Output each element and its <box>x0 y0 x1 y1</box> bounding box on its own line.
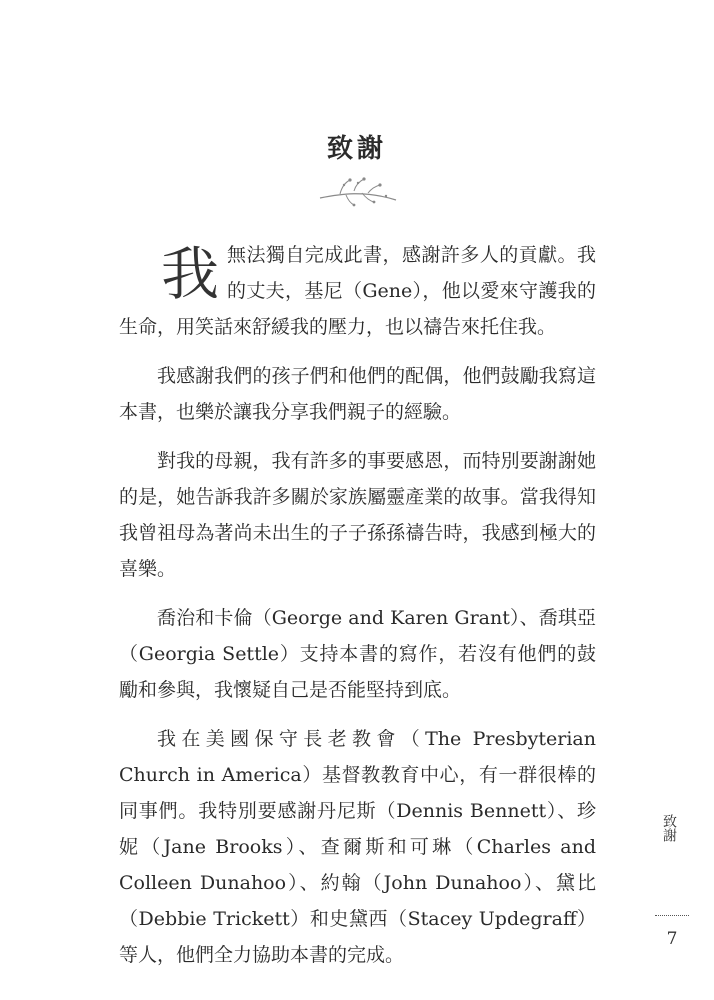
page-number: 7 <box>666 929 678 949</box>
paragraph-5: 我在美國保守長老教會（The Presbyterian Church in America）基督教教育中心，有一群很棒的同事們。我特別要感謝丹尼斯（Dennis Bennett）、珍妮（Jane Brooks）、查爾斯和可琳（Charles and Colleen Dunahoo）、約翰（John Dunahoo）、黛比（Debbie Trickett）和史黛西（Stacey Updegraff）等人，他們全力協助本書的完成。 <box>119 728 596 966</box>
body-text <box>119 237 596 986</box>
page-title: 致謝 <box>326 134 387 164</box>
paragraph-3: 對我的母親，我有許多的事要感恩，而特別要謝謝她的是，她告訴我許多關於家族屬靈產業的故事。當我得知我曾祖母為著尚未出生的子子孫孫禱告時，我感到極大的喜樂。 <box>119 450 596 580</box>
side-tab: 致謝 <box>661 814 677 842</box>
paragraph-1 <box>119 237 596 345</box>
leaf-sprig-icon <box>316 176 400 208</box>
paragraph-1-text: 無法獨自完成此書，感謝許多人的貢獻。我的丈夫，基尼（Gene），他以愛來守護我的生命，用笑話來舒緩我的壓力，也以禱告來托住我。 <box>119 244 596 338</box>
side-divider <box>655 915 689 916</box>
paragraph-2: 我感謝我們的孩子們和他們的配偶，他們鼓勵我寫這本書，也樂於讓我分享我們親子的經驗。 <box>119 365 596 423</box>
drop-cap: 我 <box>161 240 220 308</box>
paragraph-4: 喬治和卡倫（George and Karen Grant）、喬琪亞（Georgia Settle）支持本書的寫作，若沒有他們的鼓勵和參與，我懷疑自己是否能堅持到底。 <box>119 607 596 701</box>
